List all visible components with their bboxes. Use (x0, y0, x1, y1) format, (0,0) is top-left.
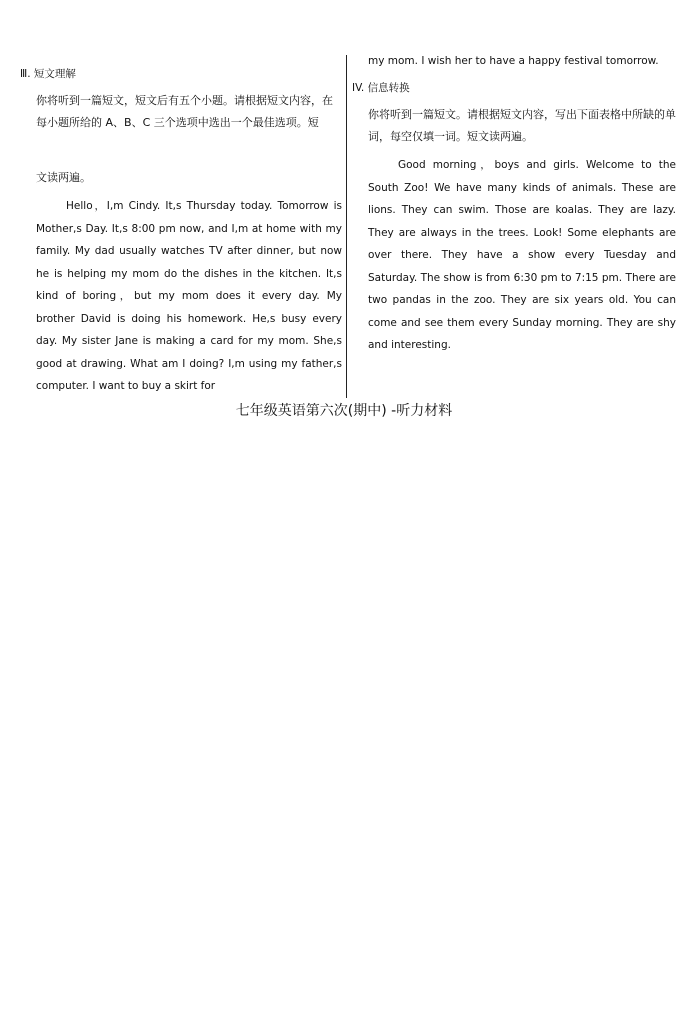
section-3-instruction: 你将听到一篇短文，短文后有五个小题。请根据短文内容，在每小题所给的 A、B、C 三个选项中选出一个最佳选项。短 (36, 94, 333, 129)
page-footer-title: 七年级英语第六次(期中) -听力材料 (235, 403, 453, 419)
section-3-passage: Hello，I,m Cindy. It,s Thursday today. Tomorrow is Mother,s Day. It,s 8:00 pm now, and I,m at home with my family. My dad usually watches TV after dinner, but now he is helping my mom do the dishes in the kitchen. It,s kind of boring，but my mom does it every day. My brother David is doing his homework. He,s busy every day. My sister Jane is making a card for my mom. She,s good at drawing. What am I doing? I,m using my father,s computer. I want to buy a skirt for (36, 200, 342, 392)
section-3-instruction-tail: 文读两遍。 (36, 171, 91, 184)
section-3-title: Ⅲ. 短文理解 (20, 68, 76, 80)
section-4-passage: Good morning，boys and girls. Welcome to the South Zoo! We have many kinds of animals. These are lions. They can swim. Those are koalas. They are lazy. They are always in the trees. Look! Some elephants are over there. They have a show every Tuesday and Saturday. The show is from 6:30 pm to 7:15 pm. There are two pandas in the zoo. They are six years old. You can come and see them every Sunday morning. They are shy and interesting. (368, 159, 676, 351)
section-4-instruction: 你将听到一篇短文。请根据短文内容，写出下面表格中所缺的单词，每空仅填一词。短文读两遍。 (368, 108, 676, 143)
column-divider (346, 55, 347, 398)
section-3-passage-continuation: my mom. I wish her to have a happy festival tomorrow. (368, 55, 659, 67)
section-4-title: IV. 信息转换 (352, 82, 410, 94)
